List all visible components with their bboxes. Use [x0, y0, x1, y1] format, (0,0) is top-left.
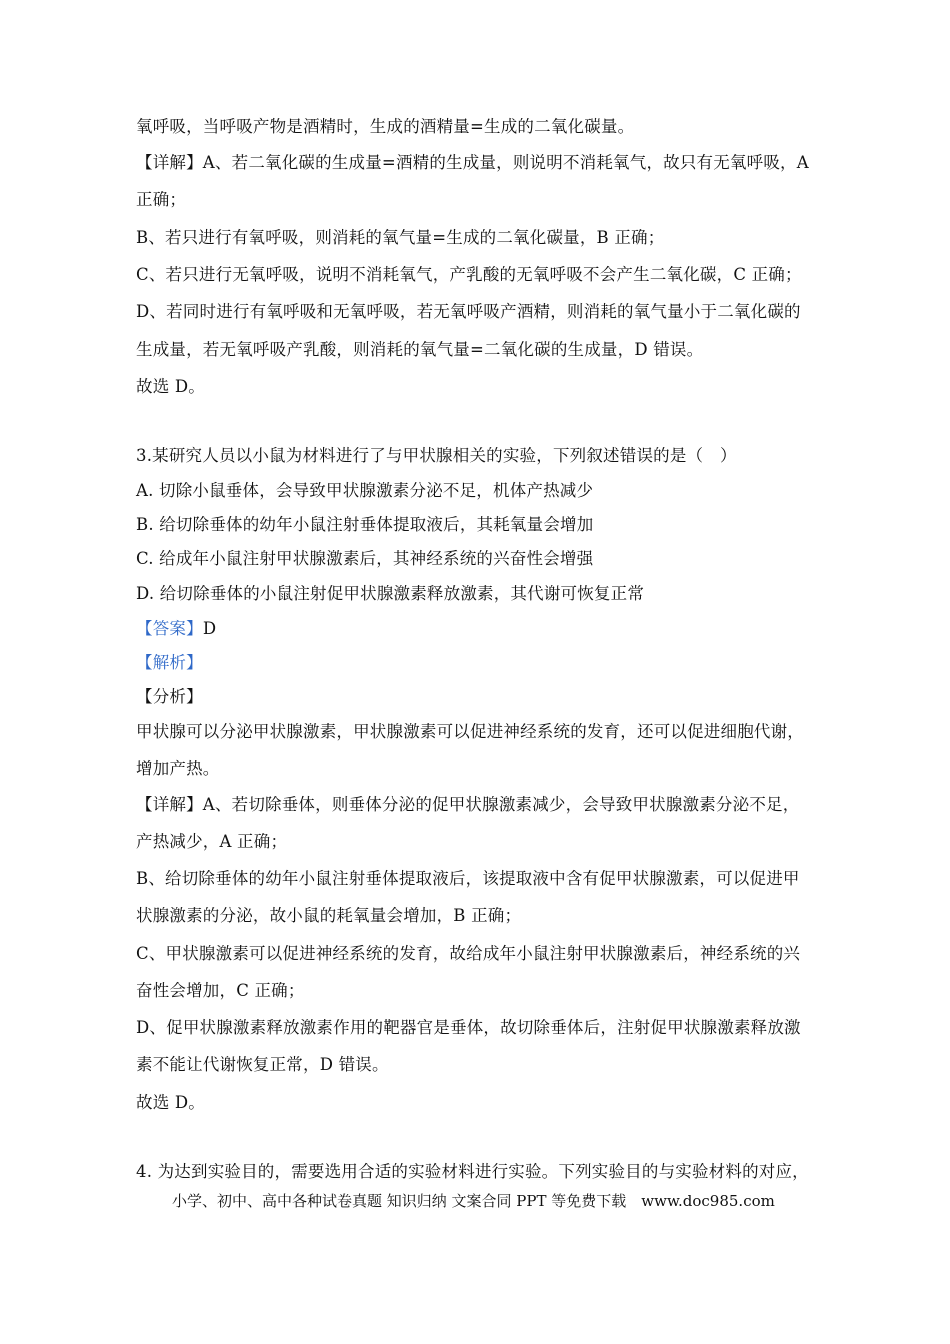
s2-detail-b: B、若只进行有氧呼吸，则消耗的氧气量=生成的二氧化碳量，B 正确； [136, 228, 665, 247]
q3-fenxi-1: 甲状腺可以分泌甲状腺激素，甲状腺激素可以促进神经系统的发育，还可以促进细胞代谢， [136, 722, 804, 741]
s2-detail-d-1: D、若同时进行有氧呼吸和无氧呼吸，若无氧呼吸产酒精，则消耗的氧气量小于二氧化碳的 [136, 302, 801, 321]
q3-fenxi-tag: 【分析】 [136, 687, 203, 706]
s2-detail-a-1: 【详解】A、若二氧化碳的生成量=酒精的生成量，则说明不消耗氧气，故只有无氧呼吸，A [136, 153, 809, 172]
q3-option-d: D. 给切除垂体的小鼠注射促甲状腺激素释放激素，其代谢可恢复正常 [136, 584, 645, 603]
q3-option-b: B. 给切除垂体的幼年小鼠注射垂体提取液后，其耗氧量会增加 [136, 515, 594, 534]
q3-analysis-tag: 【解析】 [136, 653, 203, 672]
s2-detail-d-2: 生成量，若无氧呼吸产乳酸，则消耗的氧气量=二氧化碳的生成量，D 错误。 [136, 340, 704, 359]
q3-answer [136, 618, 826, 640]
answer-value: D [202, 619, 217, 638]
q3-fenxi-2: 增加产热。 [136, 759, 220, 778]
q3-detail-a-2: 产热减少，A 正确； [136, 832, 288, 851]
s2-detail-c: C、若只进行无氧呼吸，说明不消耗氧气，产乳酸的无氧呼吸不会产生二氧化碳，C 正确； [136, 265, 802, 284]
q3-option-c: C. 给成年小鼠注射甲状腺激素后，其神经系统的兴奋性会增强 [136, 549, 594, 568]
q3-detail-d-2: 素不能让代谢恢复正常，D 错误。 [136, 1055, 389, 1074]
s2-line-1: 氧呼吸，当呼吸产物是酒精时，生成的酒精量=生成的二氧化碳量。 [136, 117, 635, 136]
q3-option-a: A. 切除小鼠垂体，会导致甲状腺激素分泌不足，机体产热减少 [136, 481, 594, 500]
q3-stem: 3.某研究人员以小鼠为材料进行了与甲状腺相关的实验，下列叙述错误的是（ ） [136, 446, 737, 465]
q3-choice: 故选 D。 [136, 1093, 205, 1112]
q3-detail-b-2: 状腺激素的分泌，故小鼠的耗氧量会增加，B 正确； [136, 906, 522, 925]
page-footer: 小学、初中、高中各种试卷真题 知识归纳 文案合同 PPT 等免费下载 www.doc985.com [172, 1192, 775, 1210]
s2-detail-a-2: 正确； [136, 190, 187, 209]
q4-stem: 4. 为达到实验目的，需要选用合适的实验材料进行实验。下列实验目的与实验材料的对应， [136, 1162, 809, 1181]
q3-detail-c-2: 奋性会增加，C 正确； [136, 981, 305, 1000]
answer-tag: 【答案】 [136, 619, 203, 638]
q3-detail-a-1: 【详解】A、若切除垂体，则垂体分泌的促甲状腺激素减少，会导致甲状腺激素分泌不足， [136, 795, 800, 814]
s2-choice: 故选 D。 [136, 377, 205, 396]
q3-detail-c-1: C、甲状腺激素可以促进神经系统的发育，故给成年小鼠注射甲状腺激素后，神经系统的兴 [136, 944, 801, 963]
q3-detail-b-1: B、给切除垂体的幼年小鼠注射垂体提取液后，该提取液中含有促甲状腺激素，可以促进甲 [136, 869, 800, 888]
q3-detail-d-1: D、促甲状腺激素释放激素作用的靶器官是垂体，故切除垂体后，注射促甲状腺激素释放激 [136, 1018, 801, 1037]
